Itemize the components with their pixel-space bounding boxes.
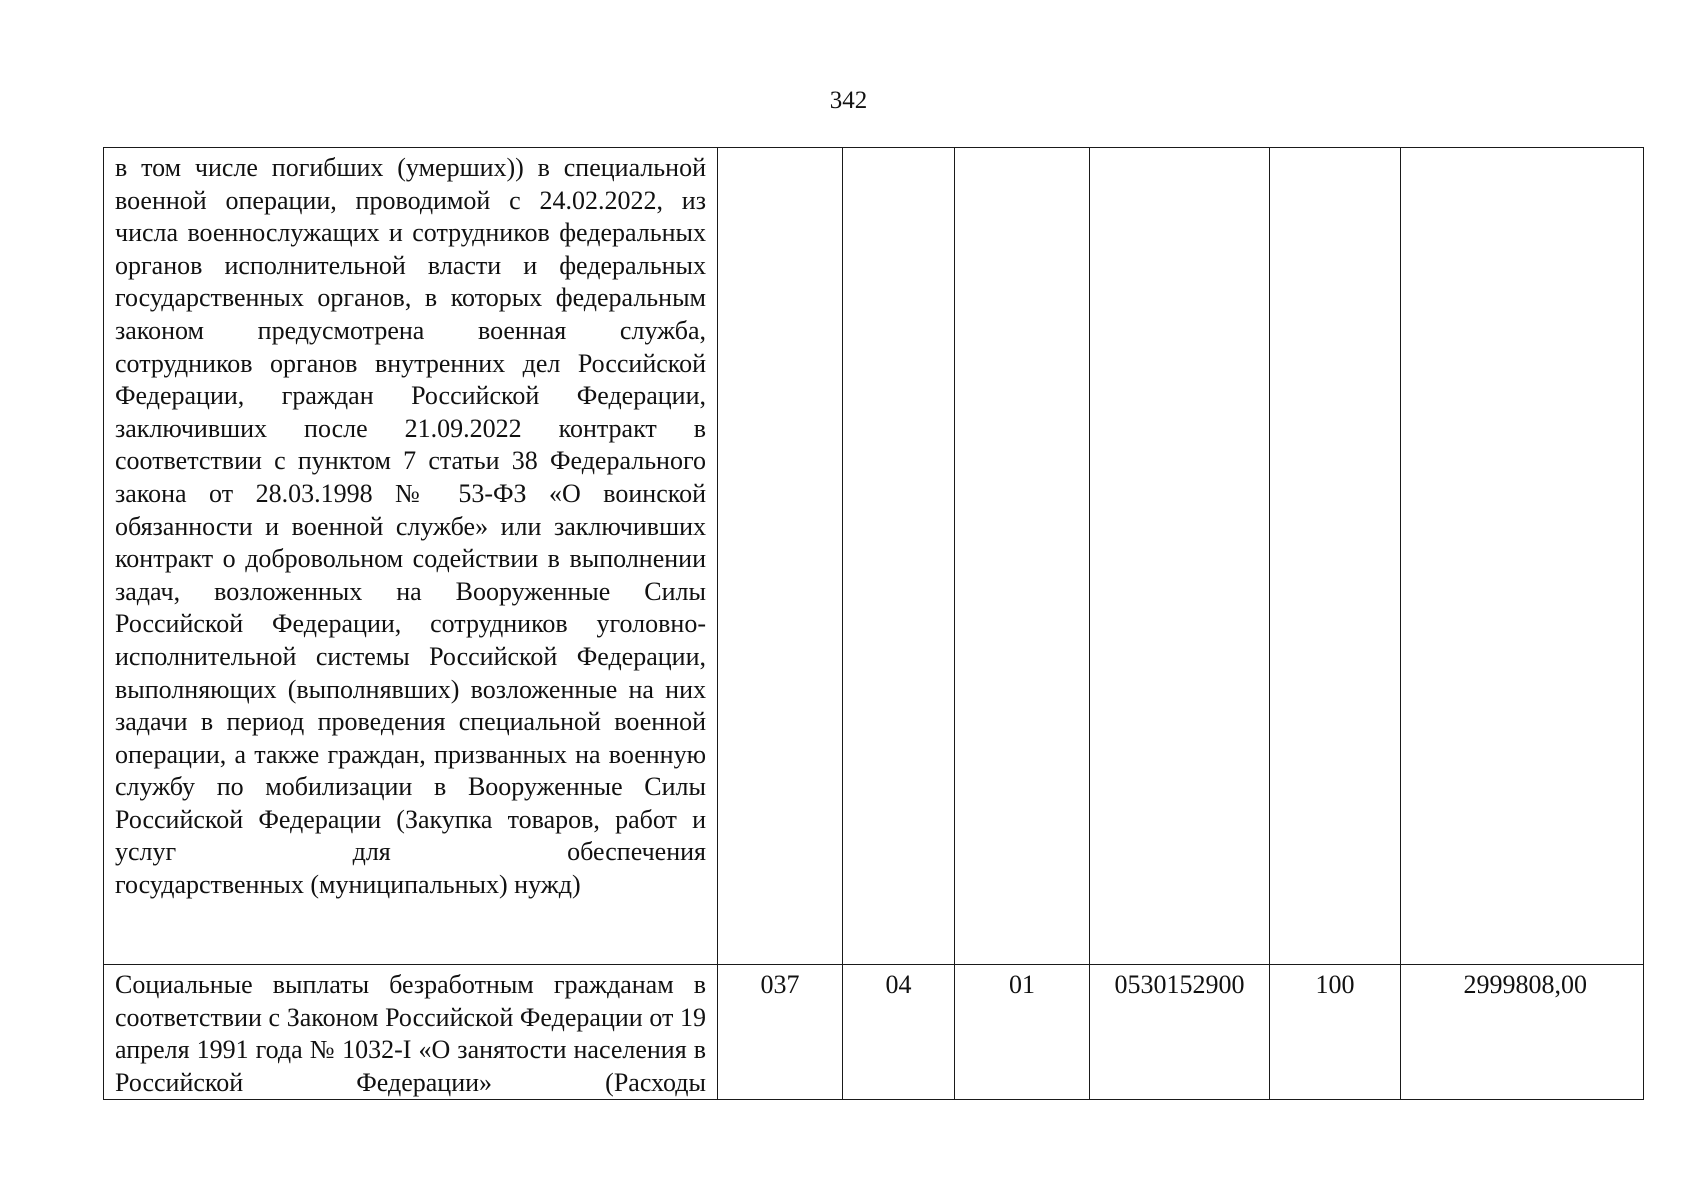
- description-text-end: государственных (муниципальных) нужд): [115, 870, 581, 900]
- ministry-code-cell: [718, 148, 843, 965]
- description-cell: [104, 148, 718, 965]
- expense-type-cell: [1270, 148, 1401, 965]
- budget-table: [103, 147, 1644, 1100]
- section-code-cell: 04: [843, 965, 955, 1100]
- expense-type-cell: 100: [1270, 965, 1401, 1100]
- description-text: Социальные выплаты безработным гражданам в соответствии с Законом Российской Федерации от 19 апреля 1991 года № 1032-I «О занятости населения в Российской Федерации» (Расходы: [115, 970, 706, 1097]
- target-article-cell: [1090, 148, 1270, 965]
- description-cell: [104, 965, 718, 1100]
- subsection-code-cell: [955, 148, 1090, 965]
- page-number: 342: [829, 87, 868, 114]
- description-text: в том числе погибших (умерших)) в специальной военной операции, проводимой с 24.02.2022, из числа военнослужащих и сотрудников федеральных органов исполнительной власти и федеральных государственных органов, в которых федеральным законом предусмотрена военная служба, сотрудников органов внутренних дел Российской Федерации, граждан Российской Федерации, заключивших после 21.09.2022 контракт в соответствии с пунктом 7 статьи 38 Федерального закона от 28.03.1998 № 53-ФЗ «О воинской обязанности и военной службе» или заключивших контракт о добровольном содействии в выполнении задач, возложенных на Вооруженные Силы Российской Федерации, сотрудников уголовно-исполнительной системы Российской Федерации, выполняющих (выполнявших) возложенные на них задачи в период проведения специальной военной операции, а также граждан, призванных на военную службу по мобилизации в Вооруженные Силы Российской Федерации (Закупка товаров, работ и услуг для обеспечения: [115, 153, 706, 867]
- table-row: [104, 148, 1644, 965]
- subsection-code-cell: 01: [955, 965, 1090, 1100]
- amount-cell: 2999808,00: [1401, 965, 1644, 1100]
- target-article-cell: 0530152900: [1090, 965, 1270, 1100]
- ministry-code-cell: 037: [718, 965, 843, 1100]
- table-row: [104, 965, 1644, 1100]
- amount-cell: [1401, 148, 1644, 965]
- section-code-cell: [843, 148, 955, 965]
